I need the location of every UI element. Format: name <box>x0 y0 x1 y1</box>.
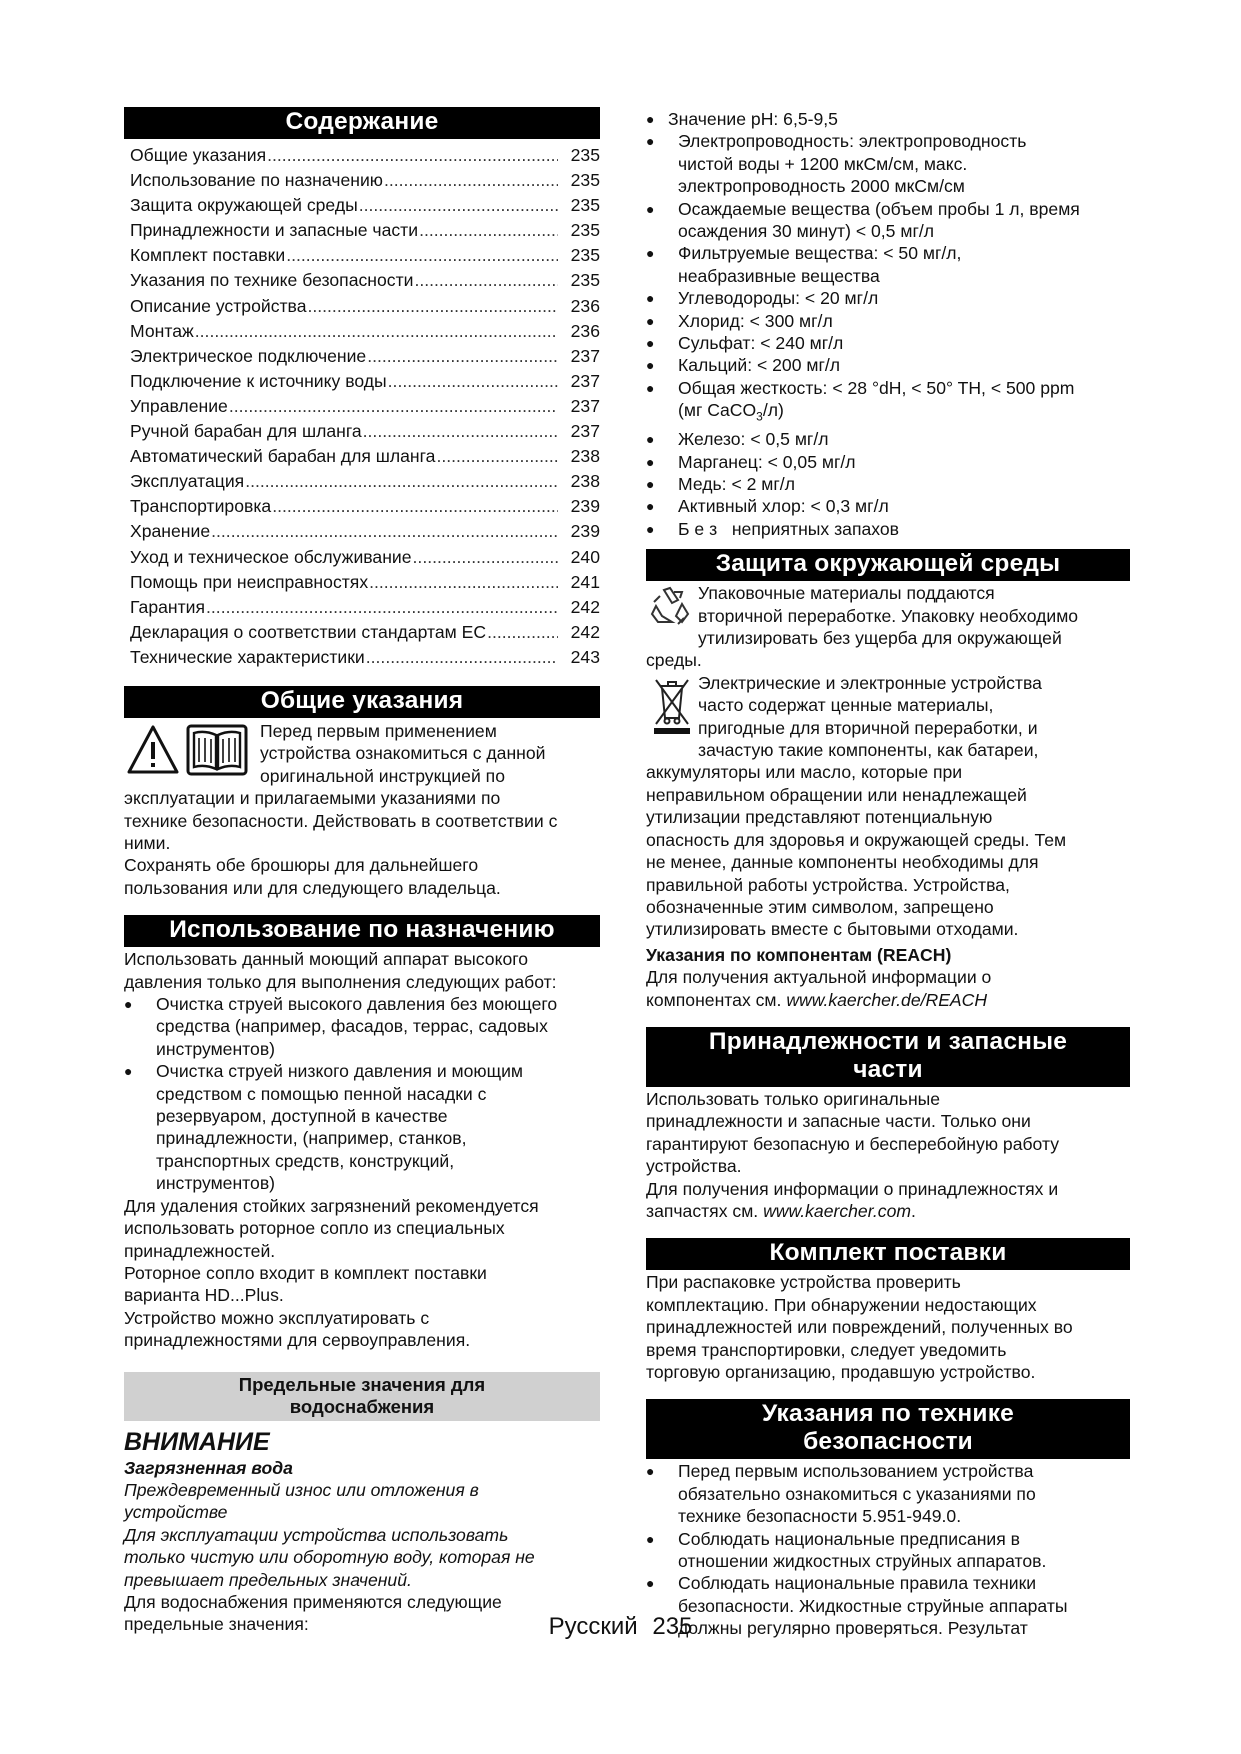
hazard-consequence: Преждевременный износ или отложения в <box>124 1479 479 1500</box>
toc-entry-page: 239 <box>570 496 600 517</box>
delivery-line: При распаковке устройства проверить <box>646 1272 961 1293</box>
accessories-section <box>646 1087 1130 1222</box>
packaging-line: вторичной переработке. Упаковку необходимо <box>698 605 1079 626</box>
accessories-line: Использовать только оригинальные <box>646 1088 941 1109</box>
general-section <box>124 718 600 899</box>
electronics-line: часто содержат ценные материалы, <box>698 695 994 716</box>
toc-leader-dots <box>245 469 558 494</box>
keep-line: Сохранять обе брошюры для дальнейшего <box>124 855 479 876</box>
table-of-contents <box>124 139 600 670</box>
water-limit-values <box>646 108 1130 540</box>
toc-entry[interactable] <box>130 168 600 193</box>
list-item: ● Углеводороды: < 20 мг/л <box>646 287 1130 309</box>
toc-entry[interactable] <box>130 645 600 670</box>
toc-entry-title: Указания по технике безопасности <box>130 270 414 291</box>
list-item: ● Очистка струей высокого давления без моющего средства (например, фасадов, террас, садовых инструментов) <box>124 993 600 1060</box>
toc-entry-page: 235 <box>570 220 600 241</box>
toc-entry-page: 235 <box>570 245 600 266</box>
general-line: устройства ознакомиться с данной <box>260 743 546 764</box>
toc-entry-page: 237 <box>570 421 600 442</box>
toc-entry[interactable] <box>130 319 600 344</box>
general-line: Перед первым применением <box>260 720 497 741</box>
list-item: ● Электропроводность: электропроводность чистой воды + 1200 мкСм/см, макс. электропроводность 2000 мкСм/см <box>646 130 1130 197</box>
toc-entry-title: Гарантия <box>130 596 206 617</box>
delivery-section <box>646 1270 1130 1383</box>
intended-para: Роторное сопло входит в комплект поставки <box>124 1262 487 1283</box>
hazard-label: Загрязненная вода <box>124 1457 293 1478</box>
delivery-line: торговую организацию, продавшую устройство. <box>646 1362 1036 1383</box>
kaercher-link[interactable]: www.kaercher.com <box>763 1200 912 1221</box>
page-number: 235 <box>652 1613 693 1640</box>
toc-entry[interactable] <box>130 595 600 620</box>
hazard-consequence: устройстве <box>124 1502 228 1523</box>
left-column <box>124 107 600 1636</box>
recycle-icon <box>648 584 692 628</box>
list-item: ● Б е з неприятных запахов <box>646 518 1130 540</box>
toc-entry-page: 239 <box>570 521 600 542</box>
general-line: эксплуатации и прилагаемыми указаниями по <box>124 788 501 809</box>
hazard-instruction: превышает предельных значений. <box>124 1569 412 1590</box>
toc-leader-dots <box>359 193 558 218</box>
toc-entry-page: 238 <box>570 471 600 492</box>
packaging-line: утилизировать без ущерба для окружающей <box>698 628 1062 649</box>
list-item: ● Очистка струей низкого давления и моющим средством с помощью пенной насадки с резервуаром, доступной в качестве принадлежности, (например, станков, транспортных средств, конструкций, инструментов) <box>124 1060 600 1194</box>
list-item: ● Осаждаемые вещества (объем пробы 1 л, время осаждения 30 минут) < 0,5 мг/л <box>646 198 1130 243</box>
toc-entry-title: Комплект поставки <box>130 245 286 266</box>
toc-leader-dots <box>206 595 558 620</box>
accessories-line: Для получения информации о принадлежностях и <box>646 1178 1059 1199</box>
toc-entry[interactable] <box>130 394 600 419</box>
toc-leader-dots <box>388 369 558 394</box>
toc-entry-page: 238 <box>570 446 600 467</box>
toc-entry[interactable] <box>130 519 600 544</box>
electronics-line: Электрические и электронные устройства <box>698 672 1042 693</box>
toc-entry-title: Общие указания <box>130 145 267 165</box>
toc-entry-page: 240 <box>570 546 600 567</box>
list-item: ● Марганец: < 0,05 мг/л <box>646 451 1130 473</box>
keep-line: пользования или для следующего владельца. <box>124 877 501 898</box>
toc-entry-title: Защита окружающей среды <box>130 195 358 216</box>
packaging-line: Упаковочные материалы поддаются <box>698 583 995 604</box>
electronics-line: аккумуляторы или масло, которые при <box>646 762 963 783</box>
limits-intro: предельные значения: <box>124 1614 309 1635</box>
intended-intro: Использовать данный моющий аппарат высокого <box>124 949 529 970</box>
electronics-line: обозначенные этим символом, запрещено <box>646 896 994 917</box>
toc-entry[interactable] <box>130 469 600 494</box>
toc-entry-title: Использование по назначению <box>130 170 383 191</box>
intended-para: принадлежностей. <box>124 1240 276 1261</box>
toc-entry-page: 237 <box>570 395 600 416</box>
toc-entry[interactable] <box>130 545 600 570</box>
toc-entry-title: Монтаж <box>130 320 194 341</box>
intended-para: использовать роторное сопло из специальных <box>124 1218 505 1239</box>
environment-heading: Защита окружающей среды <box>646 549 1130 581</box>
general-line: технике безопасности. Действовать в соответствии с <box>124 810 558 831</box>
list-item: ● Перед первым использованием устройства обязательно ознакомиться с указаниями по технике безопасности 5.951-949.0. <box>646 1460 1130 1527</box>
intended-para: варианта HD...Plus. <box>124 1285 284 1306</box>
toc-leader-dots <box>436 444 558 469</box>
toc-leader-dots <box>487 620 558 645</box>
electronics-line: утилизации представляют потенциальную <box>646 807 993 828</box>
page-footer <box>0 1612 1241 1642</box>
toc-entry-page: 243 <box>570 646 600 667</box>
list-item: ● Фильтруемые вещества: < 50 мг/л, неабразивные вещества <box>646 242 1130 287</box>
toc-entry-page: 235 <box>570 195 600 216</box>
toc-entry-title: Уход и техническое обслуживание <box>130 546 412 567</box>
toc-entry-title: Декларация о соответствии стандартам ЕС <box>130 621 487 642</box>
accessories-line: устройства. <box>646 1156 742 1177</box>
toc-entry-title: Принадлежности и запасные части <box>130 220 419 241</box>
toc-entry-page: 235 <box>570 145 600 165</box>
toc-entry-page: 236 <box>570 295 600 316</box>
list-item: ● Значение pH: 6,5-9,5 <box>646 108 1130 130</box>
list-item: ● Общая жесткость: < 28 °dH, < 50° TH, < 500 ppm (мг CaCO$_3$/л) <box>646 377 1130 428</box>
toc-leader-dots <box>211 519 558 544</box>
intended-para: Устройство можно эксплуатировать с <box>124 1307 430 1328</box>
toc-leader-dots <box>419 218 558 243</box>
list-item: ● Хлорид: < 300 мг/л <box>646 310 1130 332</box>
intended-use-heading: Использование по назначению <box>124 915 600 947</box>
toc-entry-page: 242 <box>570 621 600 642</box>
toc-heading: Содержание <box>124 107 600 139</box>
list-item: ● Сульфат: < 240 мг/л <box>646 332 1130 354</box>
electronics-line: не менее, данные компоненты необходимы для <box>646 852 1039 873</box>
intended-bullets <box>124 993 600 1195</box>
toc-entry-page: 237 <box>570 370 600 391</box>
accessories-line: принадлежности и запасные части. Только они <box>646 1111 1031 1132</box>
toc-leader-dots <box>267 143 558 168</box>
toc-entry-title: Описание устройства <box>130 295 307 316</box>
general-line: оригинальной инструкцией по <box>260 765 505 786</box>
list-item: ● Активный хлор: < 0,3 мг/л <box>646 495 1130 517</box>
list-item: ● Железо: < 0,5 мг/л <box>646 428 1130 450</box>
toc-entry-title: Электрическое подключение <box>130 345 367 366</box>
toc-entry-page: 242 <box>570 596 600 617</box>
electronics-line: пригодные для вторичной переработки, и <box>698 717 1038 738</box>
toc-entry-title: Эксплуатация <box>130 471 245 492</box>
toc-leader-dots <box>363 419 558 444</box>
accessories-line: запчастях см. www.kaercher.com. <box>646 1200 916 1221</box>
toc-entry[interactable] <box>130 369 600 394</box>
intended-use-section <box>124 947 600 1351</box>
delivery-line: время транспортировки, следует уведомить <box>646 1339 1007 1360</box>
hazard-instruction: Для эксплуатации устройства использовать <box>124 1524 509 1545</box>
toc-entry-title: Автоматический барабан для шланга <box>130 446 436 467</box>
limits-intro: Для водоснабжения применяются следующие <box>124 1591 502 1612</box>
toc-entry[interactable] <box>130 570 600 595</box>
water-limits-heading: Предельные значения для водоснабжения <box>124 1372 600 1421</box>
environment-section <box>646 581 1130 1011</box>
list-item: ● Кальций: < 200 мг/л <box>646 354 1130 376</box>
safety-heading: Указания по технике безопасности <box>646 1399 1130 1459</box>
toc-entry[interactable] <box>130 243 600 268</box>
delivery-line: принадлежностей или повреждений, полученных во <box>646 1317 1073 1338</box>
intended-para: принадлежностями для сервоуправления. <box>124 1330 471 1351</box>
toc-leader-dots <box>384 168 558 193</box>
toc-entry-page: 241 <box>570 571 600 592</box>
toc-leader-dots <box>195 319 558 344</box>
toc-leader-dots <box>272 494 558 519</box>
toc-entry-page: 235 <box>570 170 600 191</box>
right-column <box>646 108 1130 1640</box>
attention-label: ВНИМАНИЕ <box>124 1427 270 1456</box>
toc-entry[interactable] <box>130 218 600 243</box>
toc-entry-title: Ручной барабан для шланга <box>130 421 362 442</box>
electronics-line: утилизировать вместе с бытовыми отходами. <box>646 919 1019 940</box>
list-item: ● Соблюдать национальные предписания в отношении жидкостных струйных аппаратов. <box>646 1528 1130 1573</box>
general-heading: Общие указания <box>124 686 600 718</box>
footer-language: Русский <box>548 1613 638 1640</box>
intended-intro: давления только для выполнения следующих работ: <box>124 971 557 992</box>
list-item: ● Медь: < 2 мг/л <box>646 473 1130 495</box>
toc-leader-dots <box>413 545 558 570</box>
toc-entry-title: Технические характеристики <box>130 646 365 667</box>
general-line: ними. <box>124 833 171 853</box>
toc-entry-page: 237 <box>570 345 600 366</box>
warning-triangle-icon <box>126 724 180 776</box>
toc-entry[interactable] <box>130 494 600 519</box>
packaging-line: среды. <box>646 650 702 671</box>
electronics-line: опасность для здоровья и окружающей среды. Тем <box>646 829 1067 850</box>
toc-leader-dots <box>414 268 558 293</box>
reach-line: Для получения актуальной информации о <box>646 967 992 988</box>
manual-book-icon <box>186 724 248 776</box>
electronics-line: неправильном обращении или ненадлежащей <box>646 784 1027 805</box>
toc-entry-page: 236 <box>570 320 600 341</box>
crossed-bin-icon <box>652 674 692 736</box>
intended-para: Для удаления стойких загрязнений рекомендуется <box>124 1195 539 1216</box>
toc-entry-title: Подключение к источнику воды <box>130 370 387 391</box>
accessories-heading: Принадлежности и запасные части <box>646 1027 1130 1087</box>
toc-entry-title: Управление <box>130 395 228 416</box>
hazard-instruction: только чистую или оборотную воду, которая не <box>124 1547 535 1568</box>
toc-entry[interactable] <box>130 419 600 444</box>
toc-entry[interactable] <box>130 344 600 369</box>
toc-entry-title: Хранение <box>130 521 211 542</box>
accessories-line: гарантируют безопасную и бесперебойную работу <box>646 1133 1060 1154</box>
reach-title: Указания по компонентам (REACH) <box>646 944 952 965</box>
toc-leader-dots <box>307 294 558 319</box>
delivery-heading: Комплект поставки <box>646 1238 1130 1270</box>
toc-leader-dots <box>367 344 558 369</box>
electronics-line: правильной работы устройства. Устройства, <box>646 874 1010 895</box>
toc-leader-dots <box>369 570 558 595</box>
reach-line: компонентах см. www.kaercher.de/REACH <box>646 989 988 1010</box>
delivery-line: комплектацию. При обнаружении недостающих <box>646 1294 1037 1315</box>
toc-entry[interactable] <box>130 294 600 319</box>
toc-entry[interactable] <box>130 444 600 469</box>
reach-link[interactable]: www.kaercher.de/REACH <box>786 989 988 1010</box>
toc-entry[interactable] <box>130 143 600 168</box>
toc-entry-title: Помощь при неисправностях <box>130 571 369 592</box>
toc-leader-dots <box>366 645 558 670</box>
electronics-line: зачастую такие компоненты, как батареи, <box>698 740 1039 761</box>
toc-leader-dots <box>229 394 558 419</box>
toc-leader-dots <box>286 243 558 268</box>
toc-entry-page: 235 <box>570 270 600 291</box>
toc-entry[interactable] <box>130 268 600 293</box>
toc-entry-title: Транспортировка <box>130 496 272 517</box>
general-icons <box>126 724 248 776</box>
toc-entry[interactable] <box>130 193 600 218</box>
list-item: ● Соблюдать национальные правила техники безопасности. Жидкостные струйные аппараты должны регулярно проверяться. Результат <box>646 1572 1130 1639</box>
toc-entry[interactable] <box>130 620 600 645</box>
